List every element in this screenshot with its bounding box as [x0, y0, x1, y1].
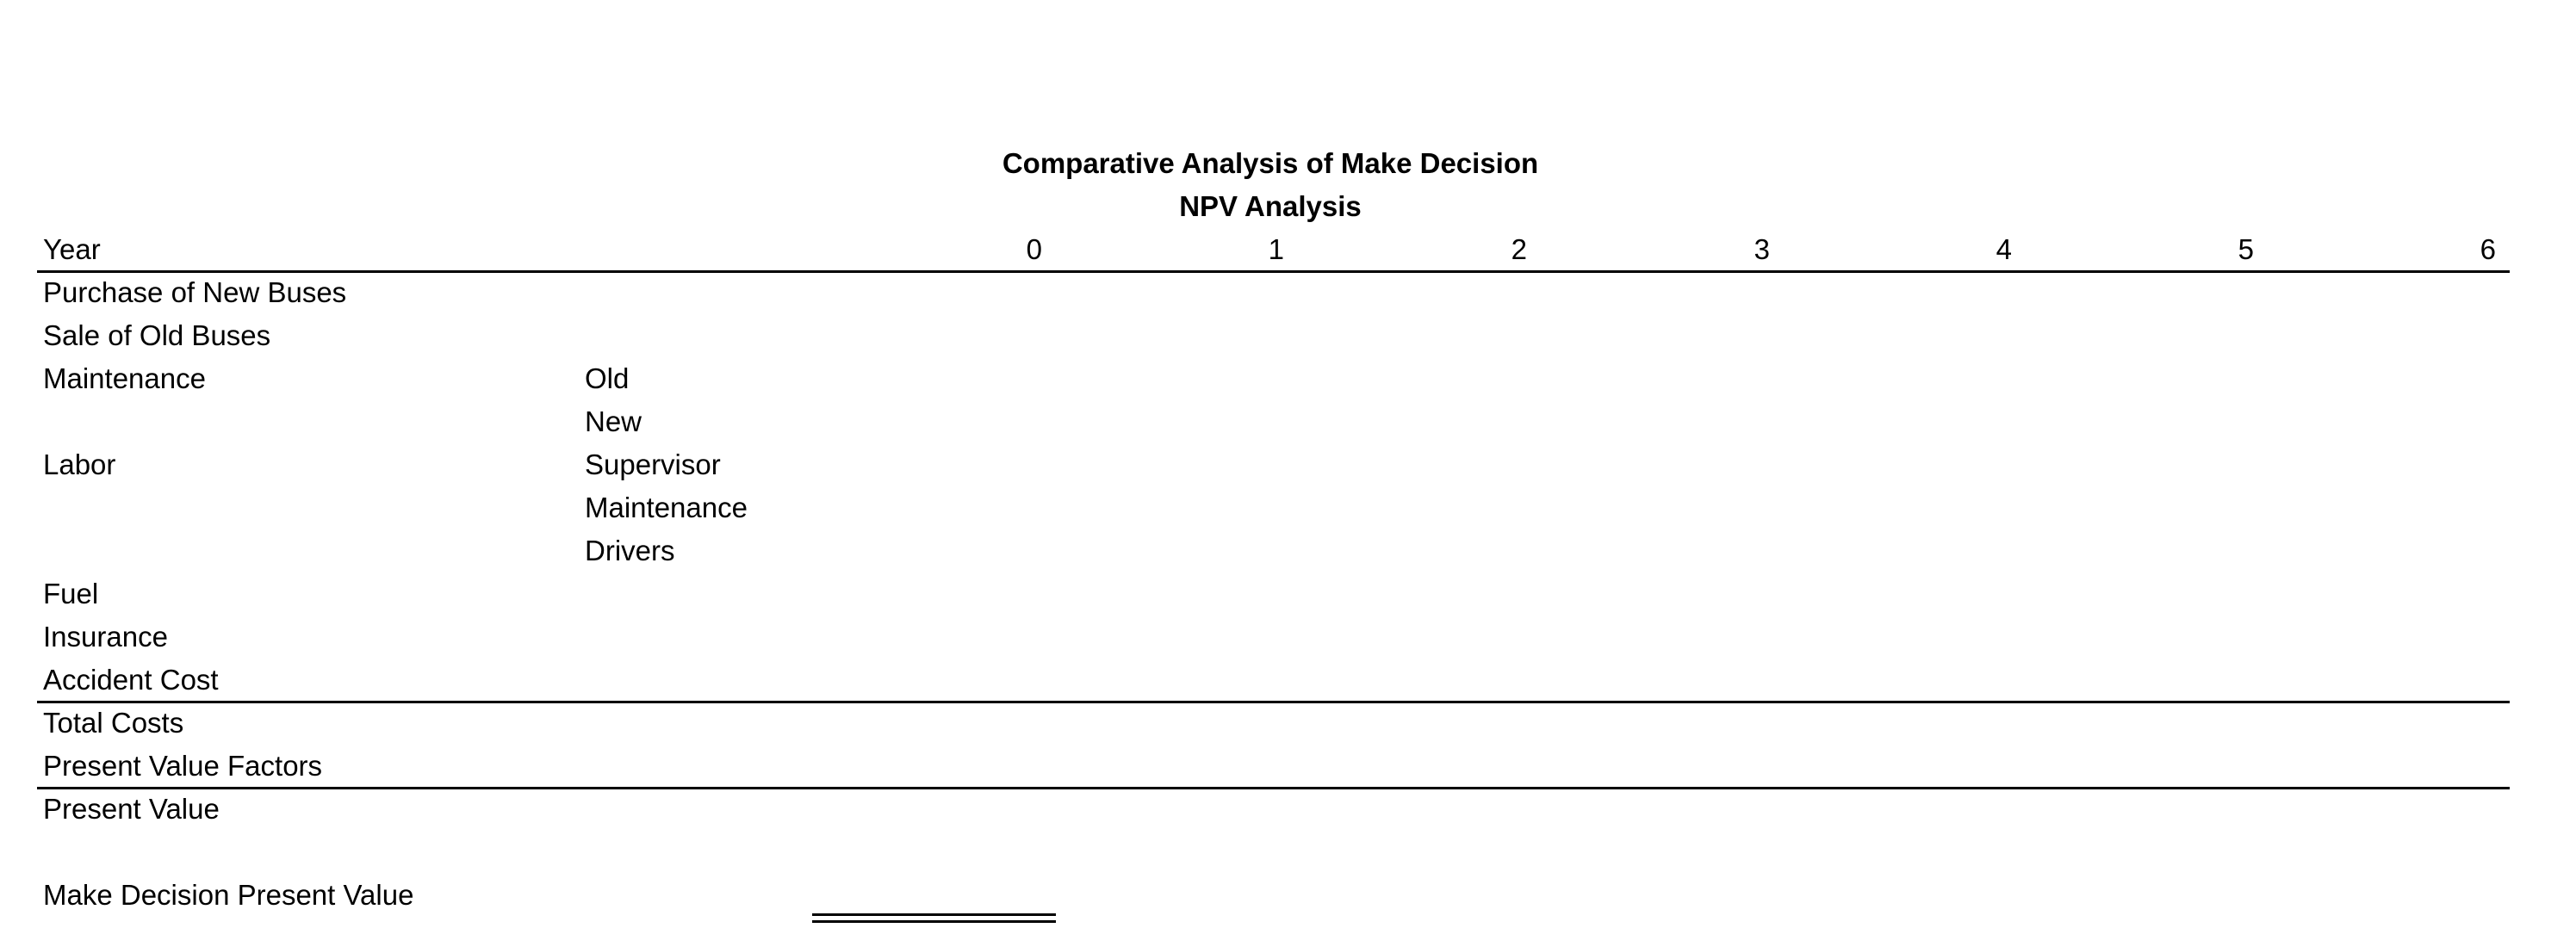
row-label-pv-factors: Present Value Factors	[43, 750, 323, 782]
row-sublabel-labor-maintenance: Maintenance	[585, 492, 748, 523]
year-header-1: 1	[1268, 233, 1284, 265]
year-header-4: 4	[1996, 233, 2012, 265]
total-rule	[37, 701, 2510, 703]
header-rule	[37, 270, 2510, 273]
row-label-fuel: Fuel	[43, 578, 99, 609]
year-header-3: 3	[1754, 233, 1770, 265]
year-header-2: 2	[1511, 233, 1527, 265]
year-header-0: 0	[1026, 233, 1042, 265]
row-sublabel-labor-supervisor: Supervisor	[585, 449, 721, 480]
year-header-6: 6	[2480, 233, 2496, 265]
report-subtitle: NPV Analysis	[1179, 190, 1362, 222]
row-label-sale: Sale of Old Buses	[43, 319, 271, 351]
report-title: Comparative Analysis of Make Decision	[1002, 147, 1539, 179]
row-label-total-costs: Total Costs	[43, 707, 184, 739]
row-sublabel-maintenance-new: New	[585, 405, 642, 437]
row-sublabel-labor-drivers: Drivers	[585, 535, 675, 566]
row-label-insurance: Insurance	[43, 621, 168, 653]
row-sublabel-maintenance-old: Old	[585, 362, 630, 394]
row-label-maintenance: Maintenance	[43, 362, 206, 394]
row-label-purchase: Purchase of New Buses	[43, 276, 347, 308]
year-header-5: 5	[2238, 233, 2254, 265]
year-label: Year	[43, 233, 101, 265]
row-label-accident-cost: Accident Cost	[43, 664, 219, 696]
row-label-present-value: Present Value	[43, 793, 220, 825]
row-label-labor: Labor	[43, 449, 116, 480]
double-underline	[812, 913, 1056, 923]
present-value-rule	[37, 787, 2510, 789]
row-label-make-decision-pv: Make Decision Present Value	[43, 879, 414, 911]
